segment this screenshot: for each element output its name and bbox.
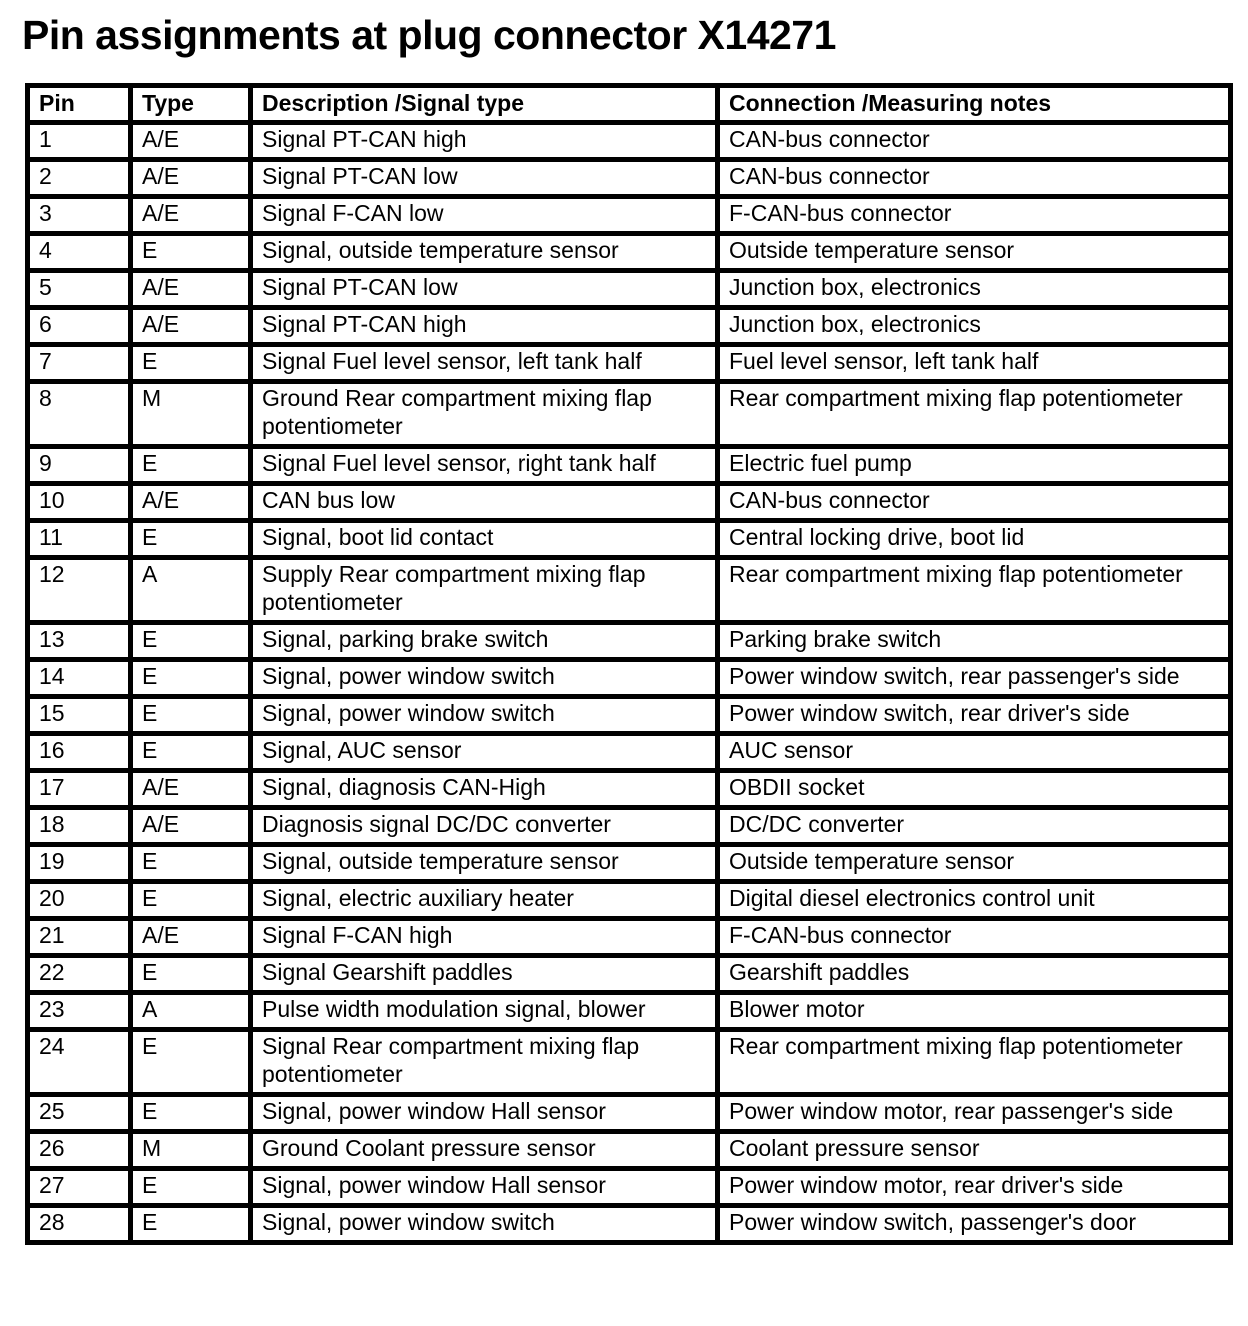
description-cell: Ground Coolant pressure sensor (251, 1132, 718, 1169)
pin-cell: 26 (28, 1132, 131, 1169)
table-row (28, 771, 1231, 808)
pin-cell: 13 (28, 623, 131, 660)
table-row (28, 447, 1231, 484)
type-cell: M (131, 1132, 251, 1169)
description-cell: Signal, power window switch (251, 1206, 718, 1243)
connection-cell: Electric fuel pump (718, 447, 1231, 484)
connection-cell: Junction box, electronics (718, 308, 1231, 345)
pin-cell: 15 (28, 697, 131, 734)
pin-cell: 16 (28, 734, 131, 771)
table-row (28, 271, 1231, 308)
connection-cell: Blower motor (718, 993, 1231, 1030)
pin-cell: 28 (28, 1206, 131, 1243)
description-cell: Signal, diagnosis CAN-High (251, 771, 718, 808)
type-cell: A/E (131, 484, 251, 521)
pin-cell: 5 (28, 271, 131, 308)
table-row (28, 808, 1231, 845)
description-cell: Supply Rear compartment mixing flap potentiometer (251, 558, 718, 623)
description-cell: Signal Gearshift paddles (251, 956, 718, 993)
pin-cell: 6 (28, 308, 131, 345)
type-cell: E (131, 845, 251, 882)
connection-cell: Outside temperature sensor (718, 845, 1231, 882)
table-row (28, 1206, 1231, 1243)
pin-cell: 4 (28, 234, 131, 271)
pin-cell: 27 (28, 1169, 131, 1206)
connection-cell: CAN-bus connector (718, 160, 1231, 197)
connection-cell: Coolant pressure sensor (718, 1132, 1231, 1169)
table-row (28, 697, 1231, 734)
header-connection: Connection /Measuring notes (718, 86, 1231, 123)
connection-cell: Power window switch, rear driver's side (718, 697, 1231, 734)
description-cell: Signal Rear compartment mixing flap potentiometer (251, 1030, 718, 1095)
pin-cell: 7 (28, 345, 131, 382)
type-cell: A/E (131, 123, 251, 160)
type-cell: E (131, 234, 251, 271)
connection-cell: Gearshift paddles (718, 956, 1231, 993)
type-cell: A/E (131, 308, 251, 345)
pin-cell: 18 (28, 808, 131, 845)
connection-cell: Parking brake switch (718, 623, 1231, 660)
pin-cell: 24 (28, 1030, 131, 1095)
table-row (28, 558, 1231, 623)
type-cell: E (131, 447, 251, 484)
pin-cell: 19 (28, 845, 131, 882)
description-cell: Signal, power window switch (251, 660, 718, 697)
connection-cell: Outside temperature sensor (718, 234, 1231, 271)
connection-cell: Power window switch, rear passenger's side (718, 660, 1231, 697)
description-cell: Signal, electric auxiliary heater (251, 882, 718, 919)
connection-cell: Central locking drive, boot lid (718, 521, 1231, 558)
type-cell: A/E (131, 160, 251, 197)
type-cell: E (131, 734, 251, 771)
connection-cell: Rear compartment mixing flap potentiometer (718, 382, 1231, 447)
table-row (28, 521, 1231, 558)
table-row (28, 234, 1231, 271)
description-cell: Signal Fuel level sensor, left tank half (251, 345, 718, 382)
table-row (28, 919, 1231, 956)
header-pin: Pin (28, 86, 131, 123)
connection-cell: AUC sensor (718, 734, 1231, 771)
pin-cell: 20 (28, 882, 131, 919)
description-cell: Signal Fuel level sensor, right tank half (251, 447, 718, 484)
connection-cell: DC/DC converter (718, 808, 1231, 845)
type-cell: E (131, 1206, 251, 1243)
type-cell: E (131, 1169, 251, 1206)
connection-cell: Rear compartment mixing flap potentiometer (718, 1030, 1231, 1095)
connection-cell: CAN-bus connector (718, 123, 1231, 160)
description-cell: Signal, outside temperature sensor (251, 234, 718, 271)
table-row (28, 623, 1231, 660)
description-cell: Diagnosis signal DC/DC converter (251, 808, 718, 845)
type-cell: A/E (131, 197, 251, 234)
table-header-row (28, 86, 1231, 123)
page-title: Pin assignments at plug connector X14271 (22, 12, 836, 58)
connection-cell: Rear compartment mixing flap potentiometer (718, 558, 1231, 623)
connection-cell: F-CAN-bus connector (718, 197, 1231, 234)
description-cell: Signal, outside temperature sensor (251, 845, 718, 882)
description-cell: CAN bus low (251, 484, 718, 521)
table-row (28, 660, 1231, 697)
description-cell: Signal, boot lid contact (251, 521, 718, 558)
table-row (28, 382, 1231, 447)
type-cell: E (131, 521, 251, 558)
description-cell: Signal, power window Hall sensor (251, 1169, 718, 1206)
header-description: Description /Signal type (251, 86, 718, 123)
description-cell: Signal F-CAN high (251, 919, 718, 956)
type-cell: A (131, 558, 251, 623)
connection-cell: F-CAN-bus connector (718, 919, 1231, 956)
type-cell: A/E (131, 771, 251, 808)
pin-cell: 14 (28, 660, 131, 697)
table-row (28, 956, 1231, 993)
type-cell: A/E (131, 271, 251, 308)
pin-cell: 25 (28, 1095, 131, 1132)
description-cell: Signal PT-CAN high (251, 308, 718, 345)
pin-cell: 8 (28, 382, 131, 447)
pin-cell: 22 (28, 956, 131, 993)
type-cell: A/E (131, 919, 251, 956)
connection-cell: Power window motor, rear driver's side (718, 1169, 1231, 1206)
type-cell: A (131, 993, 251, 1030)
table-row (28, 308, 1231, 345)
description-cell: Signal, power window Hall sensor (251, 1095, 718, 1132)
table-row (28, 1169, 1231, 1206)
connection-cell: CAN-bus connector (718, 484, 1231, 521)
connection-cell: Power window switch, passenger's door (718, 1206, 1231, 1243)
description-cell: Signal PT-CAN high (251, 123, 718, 160)
description-cell: Signal F-CAN low (251, 197, 718, 234)
type-cell: E (131, 956, 251, 993)
type-cell: E (131, 623, 251, 660)
pin-cell: 11 (28, 521, 131, 558)
table-row (28, 993, 1231, 1030)
table-row (28, 345, 1231, 382)
pin-cell: 10 (28, 484, 131, 521)
description-cell: Pulse width modulation signal, blower (251, 993, 718, 1030)
description-cell: Signal, AUC sensor (251, 734, 718, 771)
table-row (28, 197, 1231, 234)
connection-cell: Digital diesel electronics control unit (718, 882, 1231, 919)
pin-cell: 9 (28, 447, 131, 484)
type-cell: E (131, 1095, 251, 1132)
table-row (28, 1030, 1231, 1095)
pin-cell: 21 (28, 919, 131, 956)
pin-cell: 2 (28, 160, 131, 197)
table-row (28, 484, 1231, 521)
table-row (28, 845, 1231, 882)
pin-cell: 3 (28, 197, 131, 234)
description-cell: Signal PT-CAN low (251, 271, 718, 308)
table-body (28, 123, 1231, 1243)
pin-cell: 12 (28, 558, 131, 623)
table-row (28, 734, 1231, 771)
type-cell: E (131, 882, 251, 919)
type-cell: E (131, 345, 251, 382)
pin-cell: 17 (28, 771, 131, 808)
type-cell: E (131, 697, 251, 734)
connection-cell: Fuel level sensor, left tank half (718, 345, 1231, 382)
pin-cell: 23 (28, 993, 131, 1030)
pin-assignment-table (25, 83, 1233, 1245)
table-row (28, 1132, 1231, 1169)
pin-cell: 1 (28, 123, 131, 160)
type-cell: A/E (131, 808, 251, 845)
type-cell: M (131, 382, 251, 447)
description-cell: Signal, parking brake switch (251, 623, 718, 660)
connection-cell: OBDII socket (718, 771, 1231, 808)
table-row (28, 882, 1231, 919)
type-cell: E (131, 1030, 251, 1095)
table-row (28, 1095, 1231, 1132)
connection-cell: Power window motor, rear passenger's side (718, 1095, 1231, 1132)
description-cell: Signal, power window switch (251, 697, 718, 734)
table-row (28, 123, 1231, 160)
connection-cell: Junction box, electronics (718, 271, 1231, 308)
description-cell: Ground Rear compartment mixing flap potentiometer (251, 382, 718, 447)
description-cell: Signal PT-CAN low (251, 160, 718, 197)
table-row (28, 160, 1231, 197)
header-type: Type (131, 86, 251, 123)
type-cell: E (131, 660, 251, 697)
